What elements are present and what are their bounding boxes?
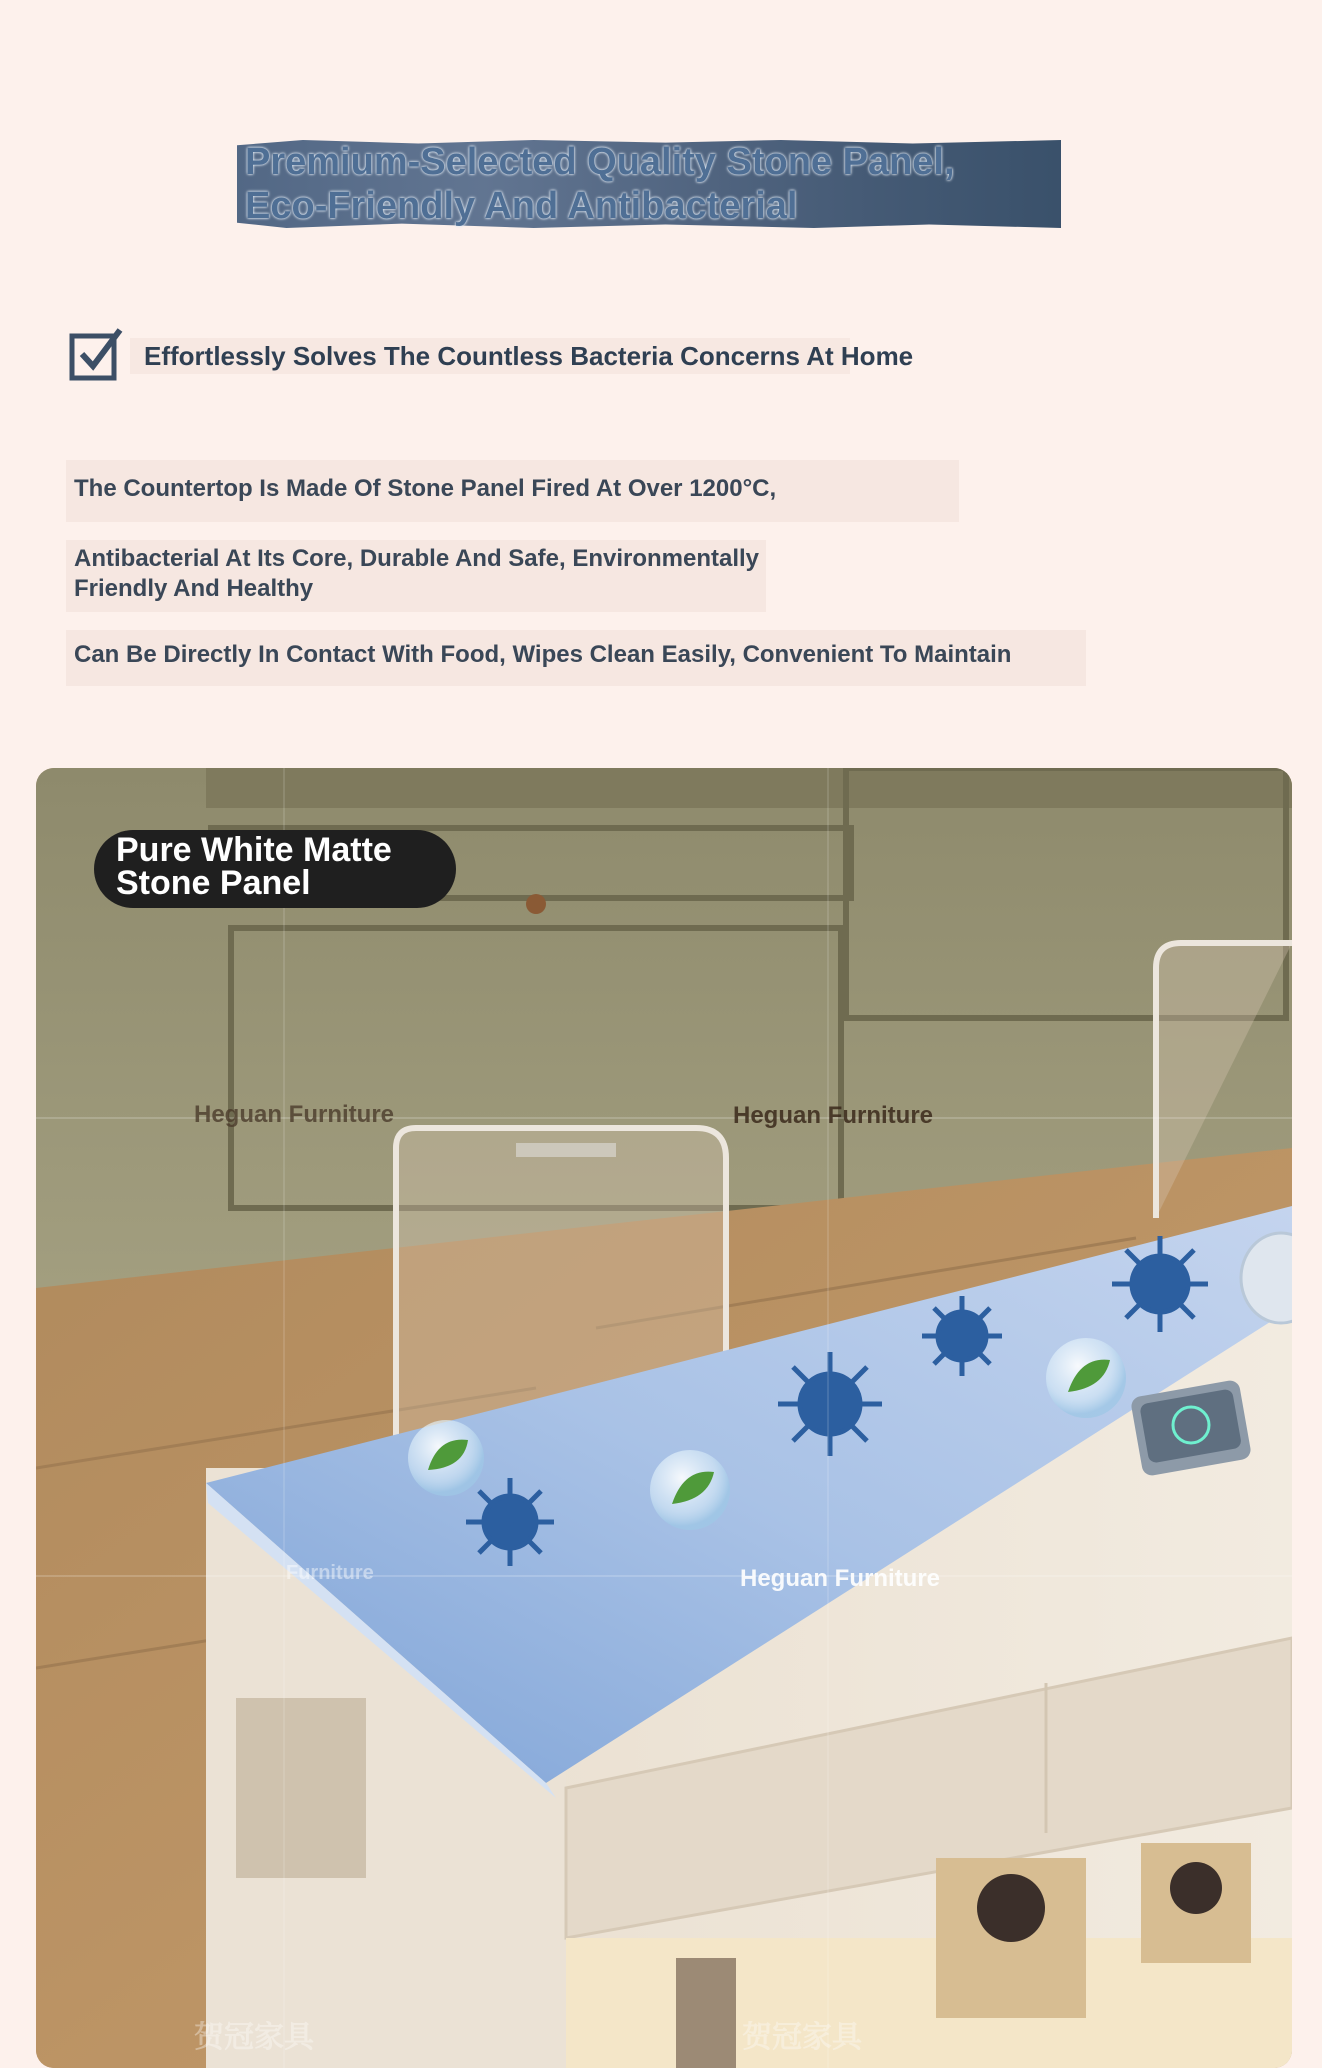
watermark-chinese: 贺冠家具 — [194, 2021, 314, 2054]
product-photo-illustration — [36, 768, 1292, 2068]
bacteria-icon — [922, 1296, 1002, 1376]
watermark-chinese: 贺冠家具 — [742, 2021, 862, 2054]
paragraph-antibacterial-line-1: Antibacterial At Its Core, Durable And Safe, Environmentally — [74, 545, 760, 572]
paragraph-antibacterial — [66, 540, 766, 612]
bacteria-icon — [1112, 1236, 1208, 1332]
headline-block — [237, 140, 1061, 228]
page-title-line-1: Premium-Selected Quality Stone Panel, — [245, 141, 955, 183]
highlight-row — [68, 326, 914, 386]
material-badge-line-2: Stone Panel — [116, 864, 311, 902]
watermark: Heguan Furniture — [194, 1101, 395, 1128]
leaf-bubble-icon — [1046, 1338, 1126, 1418]
watermark: Heguan Furniture — [733, 1102, 934, 1129]
material-badge-line-1: Pure White Matte — [116, 831, 392, 869]
paragraph-food-contact: Can Be Directly In Contact With Food, Wipes Clean Easily, Convenient To Maintain — [66, 630, 1086, 686]
product-photo — [36, 768, 1292, 2068]
page-title-line-2: Eco-Friendly And Antibacterial — [245, 185, 798, 227]
page-title — [245, 140, 955, 228]
leaf-bubble-icon — [650, 1450, 730, 1530]
leaf-bubble-icon — [408, 1420, 484, 1496]
bacteria-icon — [778, 1352, 882, 1456]
watermark: Furniture — [286, 1562, 374, 1584]
highlight-text: Effortlessly Solves The Countless Bacteria Concerns At Home — [130, 338, 850, 374]
paragraph-antibacterial-line-2: Friendly And Healthy — [74, 575, 314, 602]
watermark: Heguan Furniture — [740, 1565, 941, 1592]
paragraph-firing-temperature: The Countertop Is Made Of Stone Panel Fired At Over 1200°C, — [66, 460, 959, 522]
bacteria-icon — [466, 1478, 554, 1566]
checkbox-checked-icon — [68, 326, 126, 382]
material-badge — [94, 830, 456, 908]
